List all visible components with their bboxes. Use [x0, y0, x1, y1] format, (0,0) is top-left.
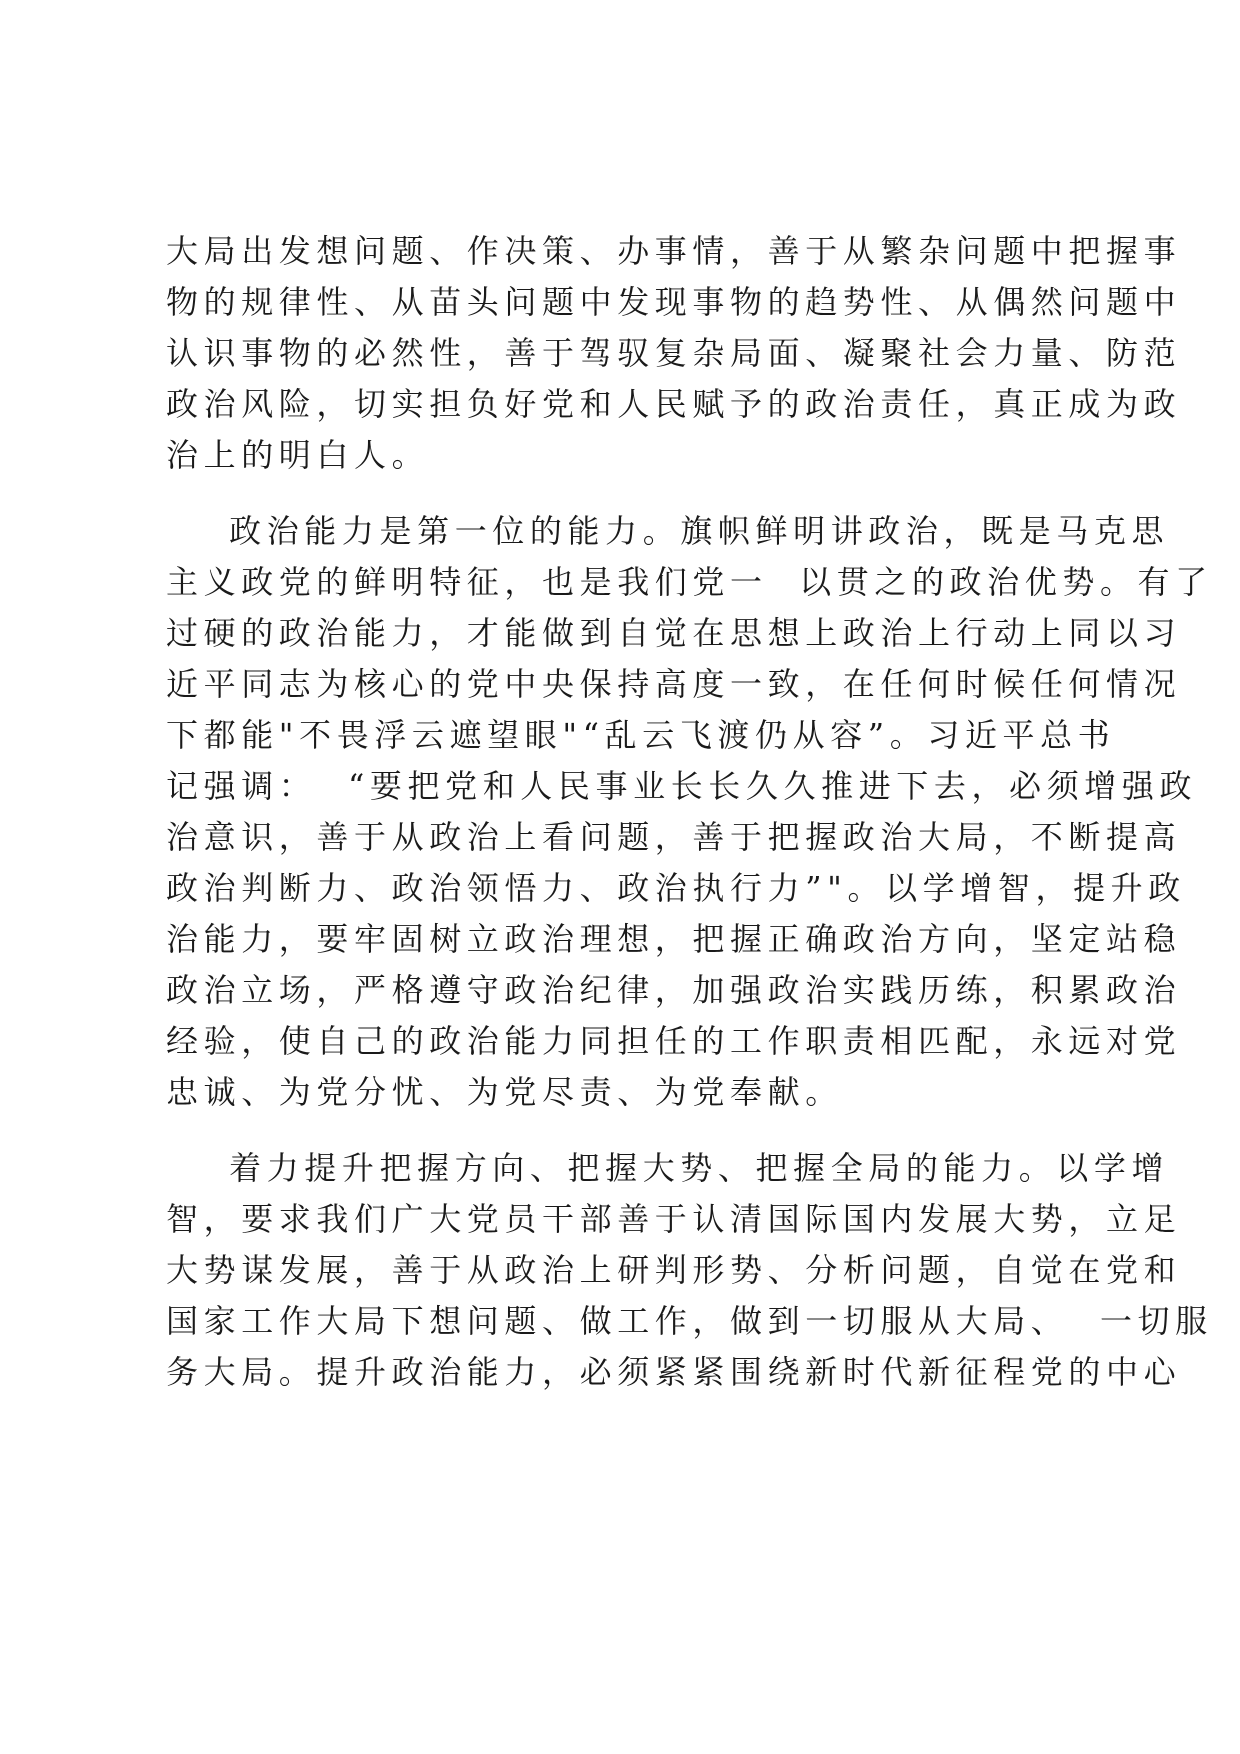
- text-line: 过硬的政治能力，才能做到自觉在思想上政治上行动上同以习: [166, 614, 1182, 652]
- text-line: 着力提升把握方向、把握大势、把握全局的能力。以学增: [166, 1149, 1170, 1187]
- paragraph-political-ability: [166, 506, 1213, 1118]
- paragraph-gap: [166, 481, 1078, 506]
- text-line: 经验，使自己的政治能力同担任的工作职责相匹配，永远对党: [166, 1022, 1182, 1060]
- text-line: 主义政党的鲜明特征，也是我们党一 以贯之的政治优势。有了: [166, 563, 1213, 601]
- text-line: 物的规律性、从苗头问题中发现事物的趋势性、从偶然问题中: [166, 283, 1182, 321]
- text-line: 下都能"不畏浮云遮望眼"“乱云飞渡仍从容”。习近平总书: [166, 716, 1116, 754]
- paragraph-grasp-direction: [166, 1143, 1213, 1398]
- text-line: 政治判断力、政治领悟力、政治执行力”"。以学增智，提升政: [166, 869, 1186, 907]
- text-line: 政治能力是第一位的能力。旗帜鲜明讲政治，既是马克思: [166, 512, 1170, 550]
- text-line: 治上的明白人。: [166, 436, 430, 474]
- paragraph-gap: [166, 1118, 1078, 1143]
- text-line: 务大局。提升政治能力，必须紧紧围绕新时代新征程党的中心: [166, 1353, 1182, 1391]
- text-line: 忠诚、为党分忧、为党尽责、为党奉献。: [166, 1073, 843, 1111]
- text-line: 近平同志为核心的党中央保持高度一致，在任何时候任何情况: [166, 665, 1182, 703]
- text-line: 政治立场，严格遵守政治纪律，加强政治实践历练，积累政治: [166, 971, 1182, 1009]
- text-line: 大局出发想问题、作决策、办事情，善于从繁杂问题中把握事: [166, 232, 1182, 270]
- text-line: 国家工作大局下想问题、做工作，做到一切服从大局、 一切服: [166, 1302, 1213, 1340]
- text-line: 认识事物的必然性，善于驾驭复杂局面、凝聚社会力量、防范: [166, 334, 1182, 372]
- text-line: 智，要求我们广大党员干部善于认清国际国内发展大势，立足: [166, 1200, 1182, 1238]
- text-line: 治意识，善于从政治上看问题，善于把握政治大局，不断提高: [166, 818, 1182, 856]
- document-body: [166, 226, 1213, 1398]
- text-line: 治能力，要牢固树立政治理想，把握正确政治方向，坚定站稳: [166, 920, 1182, 958]
- text-line: 大势谋发展，善于从政治上研判形势、分析问题，自觉在党和: [166, 1251, 1182, 1289]
- text-line: 政治风险，切实担负好党和人民赋予的政治责任，真正成为政: [166, 385, 1182, 423]
- paragraph-continuation: [166, 226, 1182, 481]
- text-line: 记强调： “要把党和人民事业长长久久推进下去，必须增强政: [166, 767, 1198, 805]
